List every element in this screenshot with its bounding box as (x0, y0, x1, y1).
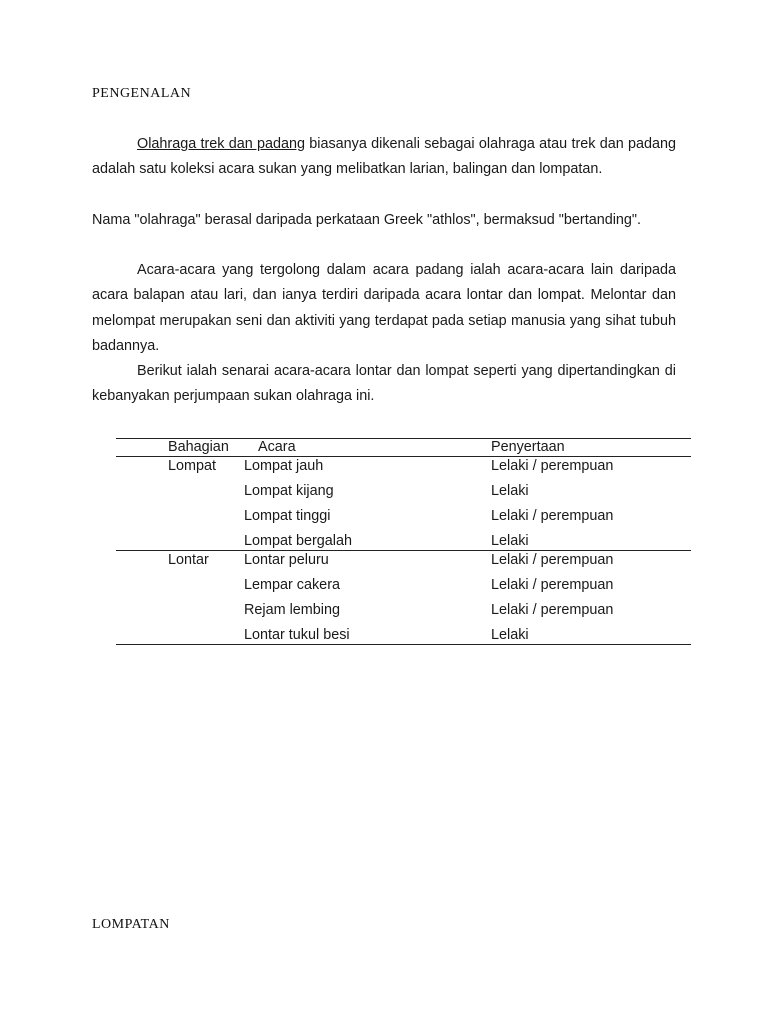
event-cell: Lompat bergalah (244, 533, 353, 549)
table-row (116, 626, 691, 645)
table-row (116, 457, 691, 483)
section-lompat: Lompat (168, 458, 216, 474)
intro-paragraph-2: Nama "olahraga" berasal daripada perkataan Greek "athlos", bermaksud "bertanding". (92, 212, 642, 228)
table-row (116, 532, 691, 551)
event-cell: Lempar cakera (244, 577, 340, 593)
participation-cell: Lelaki / perempuan (491, 577, 614, 593)
participation-cell: Lelaki (491, 627, 529, 643)
event-cell: Lontar tukul besi (244, 627, 350, 643)
section-heading-lompatan: LOMPATAN (92, 917, 170, 932)
intro-paragraph-1-text: biasanya dikenali sebagai olahraga atau trek dan padang adalah satu koleksi acara sukan yang melibatkan larian, balingan dan lompatan. (92, 136, 676, 178)
table-header-row (116, 439, 691, 457)
events-table (116, 438, 691, 645)
header-acara: Acara (258, 439, 296, 455)
section-heading-pengenalan: PENGENALAN (92, 86, 192, 101)
participation-cell: Lelaki (491, 533, 529, 549)
table-row (116, 601, 691, 626)
participation-cell: Lelaki (491, 483, 529, 499)
intro-paragraph-1 (92, 132, 676, 183)
olahraga-link[interactable]: Olahraga trek dan padang (137, 136, 306, 152)
event-cell: Lompat kijang (244, 483, 334, 499)
table-row (116, 551, 691, 577)
participation-cell: Lelaki / perempuan (491, 552, 614, 568)
participation-cell: Lelaki / perempuan (491, 602, 614, 618)
event-cell: Lompat tinggi (244, 508, 331, 524)
table-row (116, 576, 691, 601)
participation-cell: Lelaki / perempuan (491, 508, 614, 524)
header-penyertaan: Penyertaan (491, 439, 565, 455)
event-cell: Lompat jauh (244, 458, 324, 474)
header-bahagian: Bahagian (168, 439, 229, 455)
participation-cell: Lelaki / perempuan (491, 458, 614, 474)
table-row (116, 482, 691, 507)
table-row (116, 507, 691, 532)
event-cell: Lontar peluru (244, 552, 329, 568)
event-cell: Rejam lembing (244, 602, 340, 618)
section-lontar: Lontar (168, 552, 209, 568)
intro-paragraph-3: Acara-acara yang tergolong dalam acara padang ialah acara-acara lain daripada acara balapan atau lari, dan ianya terdiri daripada acara lontar dan lompat. Melontar dan melompat merupakan seni dan aktiviti yang terdapat pada setiap manusia yang sihat tubuh badannya. (92, 262, 676, 354)
intro-paragraph-4: Berikut ialah senarai acara-acara lontar dan lompat seperti yang dipertandingkan di kebanyakan perjumpaan sukan olahraga ini. (92, 363, 676, 405)
